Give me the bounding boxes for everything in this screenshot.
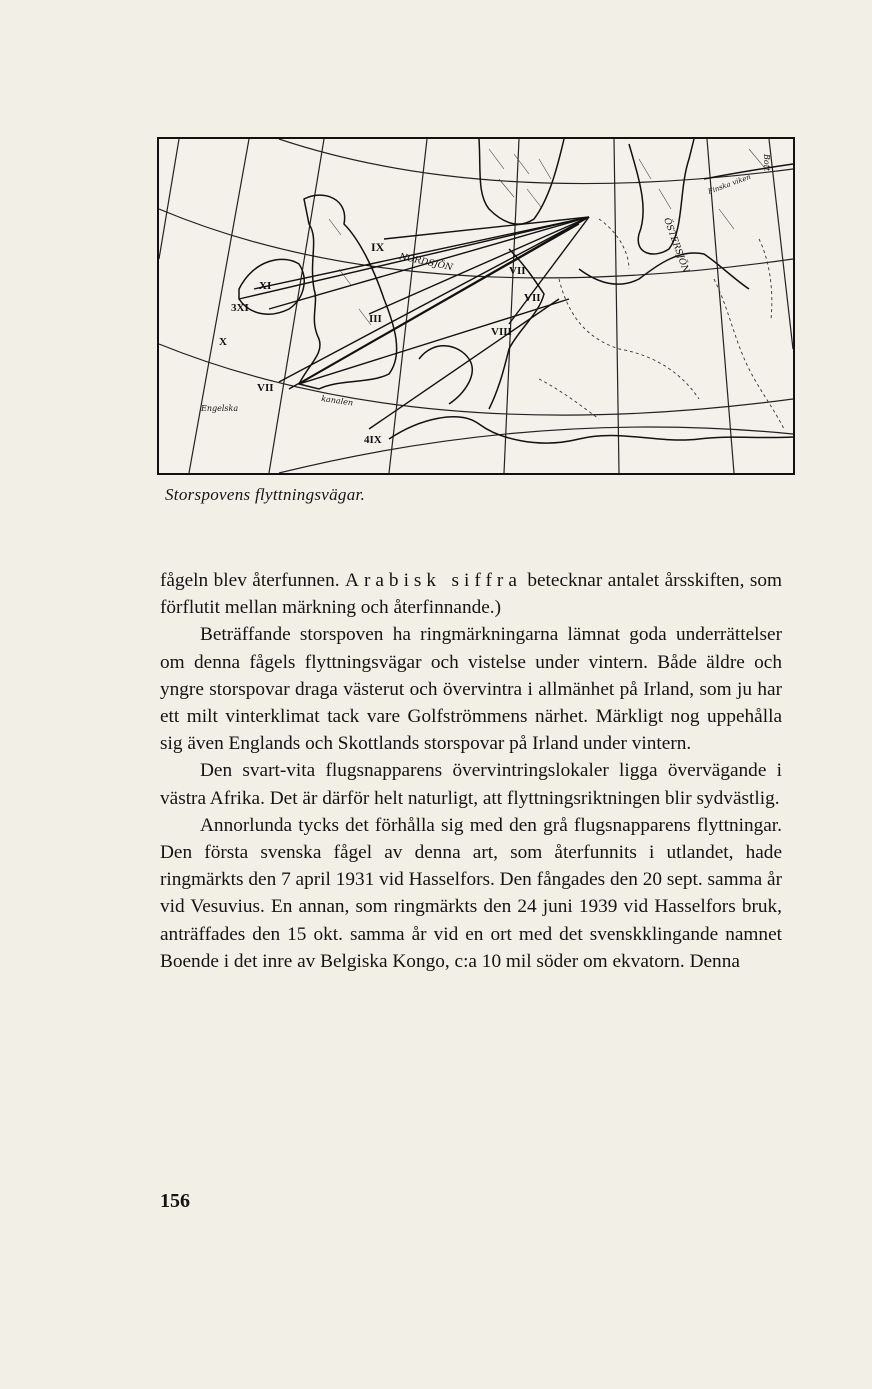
map-label-roman-3xi: 3XI <box>231 302 249 314</box>
migration-map <box>157 137 795 475</box>
parallel-lines <box>159 139 793 473</box>
map-label-engelska: Engelska <box>201 404 239 413</box>
map-label-kanalen: kanalen <box>320 394 354 408</box>
map-label-ostersjon: ÖSTERSJÖN <box>661 216 691 275</box>
map-label-roman-4ix: 4IX <box>364 434 382 446</box>
figure-caption: Storspovens flyttningsvägar. <box>165 485 366 504</box>
land-hatching <box>329 149 764 325</box>
paragraph-4: Annorlunda tycks det förhålla sig med den grå flugsnapparens flyttningar. Den första svenska fågel av denna art, som återfunnits i utlandet, hade ringmärkts den 7 april 1931 vid Hasselfors. Den fångades den 20 sept. samma år vid Vesuvius. En annan, som ringmärkts den 24 juni 1939 vid Hasselfors bruk, anträffades den 15 okt. samma år vid en ort med det svenskklingande namnet Boende i det inre av Belgiska Kongo, c:a 10 mil söder om ekvatorn. Denna <box>160 814 782 972</box>
borders <box>539 219 784 429</box>
paragraph-1-end: betecknar antalet årsskiften, som förflutit mellan märkning och återfinnande.) <box>160 570 782 619</box>
map-label-bottenviken: Bott <box>762 154 771 172</box>
map-label-roman-iii: III <box>369 313 382 325</box>
map-label-roman-viii: VIII <box>491 326 512 338</box>
map-label-roman-vii-c: VII <box>257 382 274 394</box>
paragraph-1-spaced: Arabisk siffra <box>345 570 522 591</box>
paragraph-2: Beträffande storspoven ha ringmärkningarna lämnat goda underrättelser om denna fågels flyttningsvägar och vistelse under vintern. Både äldre och yngre storspovar draga västerut och övervintra i allmänhet på Irland, som ju har ett milt vinterklimat tack vare Golfströmmens närhet. Märkligt nog uppehålla sig även Englands och Skottlands storspovar på Irland under vintern. <box>160 624 782 755</box>
page-number: 156 <box>160 1190 190 1212</box>
paragraph-3: Den svart-vita flugsnapparens övervintringslokaler ligga övervägande i västra Afrika. Det är därför helt naturligt, att flyttningsriktningen blir sydvästlig. <box>160 760 782 809</box>
body-text <box>160 567 782 975</box>
paragraph-1-start: fågeln blev återfunnen. <box>160 570 346 591</box>
map-label-roman-ix: IX <box>371 240 385 254</box>
meridian-lines <box>159 139 793 473</box>
map-label-nordsjon: NORDSJÖN <box>398 252 454 274</box>
map-label-finska-viken: Finska viken <box>706 172 752 196</box>
map-drawing <box>159 139 793 473</box>
paragraph-1 <box>160 567 782 621</box>
map-label-roman-xi: XI <box>259 280 272 292</box>
map-label-roman-vii-b: VII <box>524 292 541 304</box>
map-label-roman-vii-a: VII <box>509 265 526 277</box>
map-label-roman-x: X <box>219 336 227 348</box>
